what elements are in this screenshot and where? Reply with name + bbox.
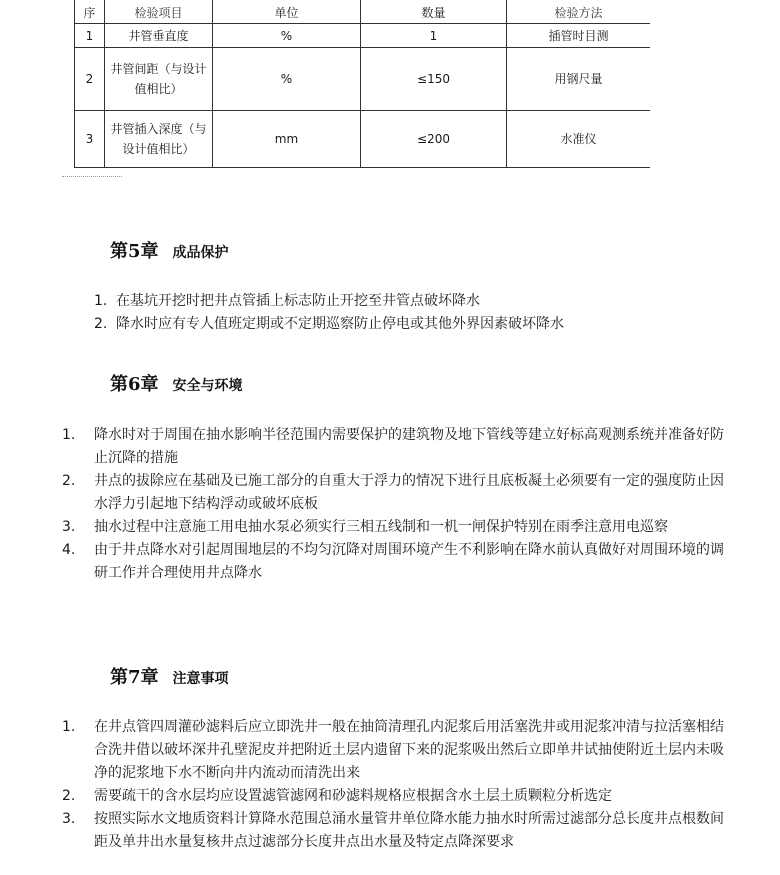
chapter-7-list [62, 716, 727, 854]
header-cell: 数量 [361, 0, 507, 24]
chapter-number: 第7章 [110, 667, 159, 688]
table-cell: 井管间距（与设计值相比） [105, 48, 213, 111]
list-number: 2. [62, 788, 76, 804]
table-cell: 1 [75, 24, 105, 48]
header-cell: 检验方法 [507, 0, 651, 24]
chapter-5-heading [110, 237, 229, 263]
header-cell: 序 [75, 0, 105, 24]
list-number: 1. [94, 293, 108, 309]
table-cell: 1 [361, 24, 507, 48]
cut-off-note-fragment [62, 176, 122, 183]
table-row [75, 48, 651, 111]
list-text: 在井点管四周灌砂滤料后应立即洗井一般在抽筒清理孔内泥浆后用活塞洗井或用泥浆冲清与拉活塞相结合洗井借以破坏深井孔壁泥皮并把附近土层内遗留下来的泥浆吸出然后立即单井试抽使附近土层内未吸净的泥浆地下水不断向井内流动而清洗出来 [94, 719, 724, 781]
chapter-6-list [62, 424, 727, 585]
header-cell: 检验项目 [105, 0, 213, 24]
list-item [62, 785, 727, 808]
table-cell: mm [213, 111, 361, 168]
list-item [94, 313, 564, 336]
list-item [94, 290, 564, 313]
list-text: 在基坑开挖时把井点管插上标志防止开挖至井管点破坏降水 [116, 293, 480, 309]
header-cell: 单位 [213, 0, 361, 24]
list-item [62, 424, 727, 470]
list-number: 2. [62, 473, 76, 489]
list-item [62, 539, 727, 585]
table-cell: 井管垂直度 [105, 24, 213, 48]
list-number: 2. [94, 316, 108, 332]
list-text: 井点的拔除应在基础及已施工部分的自重大于浮力的情况下进行且底板凝土必须要有一定的强度防止因水浮力引起地下结构浮动或破坏底板 [94, 473, 724, 512]
chapter-6-heading [110, 370, 243, 396]
list-item [62, 808, 727, 854]
chapter-7-heading [110, 663, 229, 689]
list-text: 降水时应有专人值班定期或不定期巡察防止停电或其他外界因素破坏降水 [116, 316, 564, 332]
list-item [62, 516, 727, 539]
table-row [75, 111, 651, 168]
inspection-table [74, 0, 650, 168]
table-cell: 水准仪 [507, 111, 651, 168]
chapter-5-list [94, 290, 564, 336]
chapter-title: 安全与环境 [172, 378, 243, 394]
list-text: 需要疏干的含水层均应设置滤管滤网和砂滤料规格应根据含水土层土质颗粒分析选定 [94, 788, 612, 804]
table-header-row [75, 0, 651, 24]
list-text: 由于井点降水对引起周围地层的不均匀沉降对周围环境产生不利影响在降水前认真做好对周围环境的调研工作并合理使用井点降水 [94, 542, 724, 581]
list-text: 降水时对于周围在抽水影响半径范围内需要保护的建筑物及地下管线等建立好标高观测系统并准备好防止沉降的措施 [94, 427, 724, 466]
table-row [75, 24, 651, 48]
table-cell: 插管时目测 [507, 24, 651, 48]
table-cell: 3 [75, 111, 105, 168]
list-number: 4. [62, 542, 76, 558]
chapter-title: 成品保护 [172, 245, 229, 261]
list-item [62, 470, 727, 516]
table-cell: ≤150 [361, 48, 507, 111]
inspection-table-container [74, 0, 650, 172]
list-number: 1. [62, 719, 76, 735]
table-cell: ≤200 [361, 111, 507, 168]
table-cell: 井管插入深度（与设计值相比） [105, 111, 213, 168]
table-cell: 2 [75, 48, 105, 111]
chapter-number: 第6章 [110, 374, 159, 395]
table-cell: 用钢尺量 [507, 48, 651, 111]
list-text: 按照实际水文地质资料计算降水范围总涌水量管井单位降水能力抽水时所需过滤部分总长度井点根数间距及单井出水量复核井点过滤部分长度井点出水量及特定点降深要求 [94, 811, 724, 850]
chapter-number: 第5章 [110, 241, 159, 262]
table-cell: % [213, 24, 361, 48]
list-number: 3. [62, 519, 76, 535]
list-number: 1. [62, 427, 76, 443]
table-cell: % [213, 48, 361, 111]
chapter-title: 注意事项 [172, 671, 229, 687]
list-text: 抽水过程中注意施工用电抽水泵必须实行三相五线制和一机一闸保护特别在雨季注意用电巡察 [94, 519, 668, 535]
list-item [62, 716, 727, 785]
list-number: 3. [62, 811, 76, 827]
